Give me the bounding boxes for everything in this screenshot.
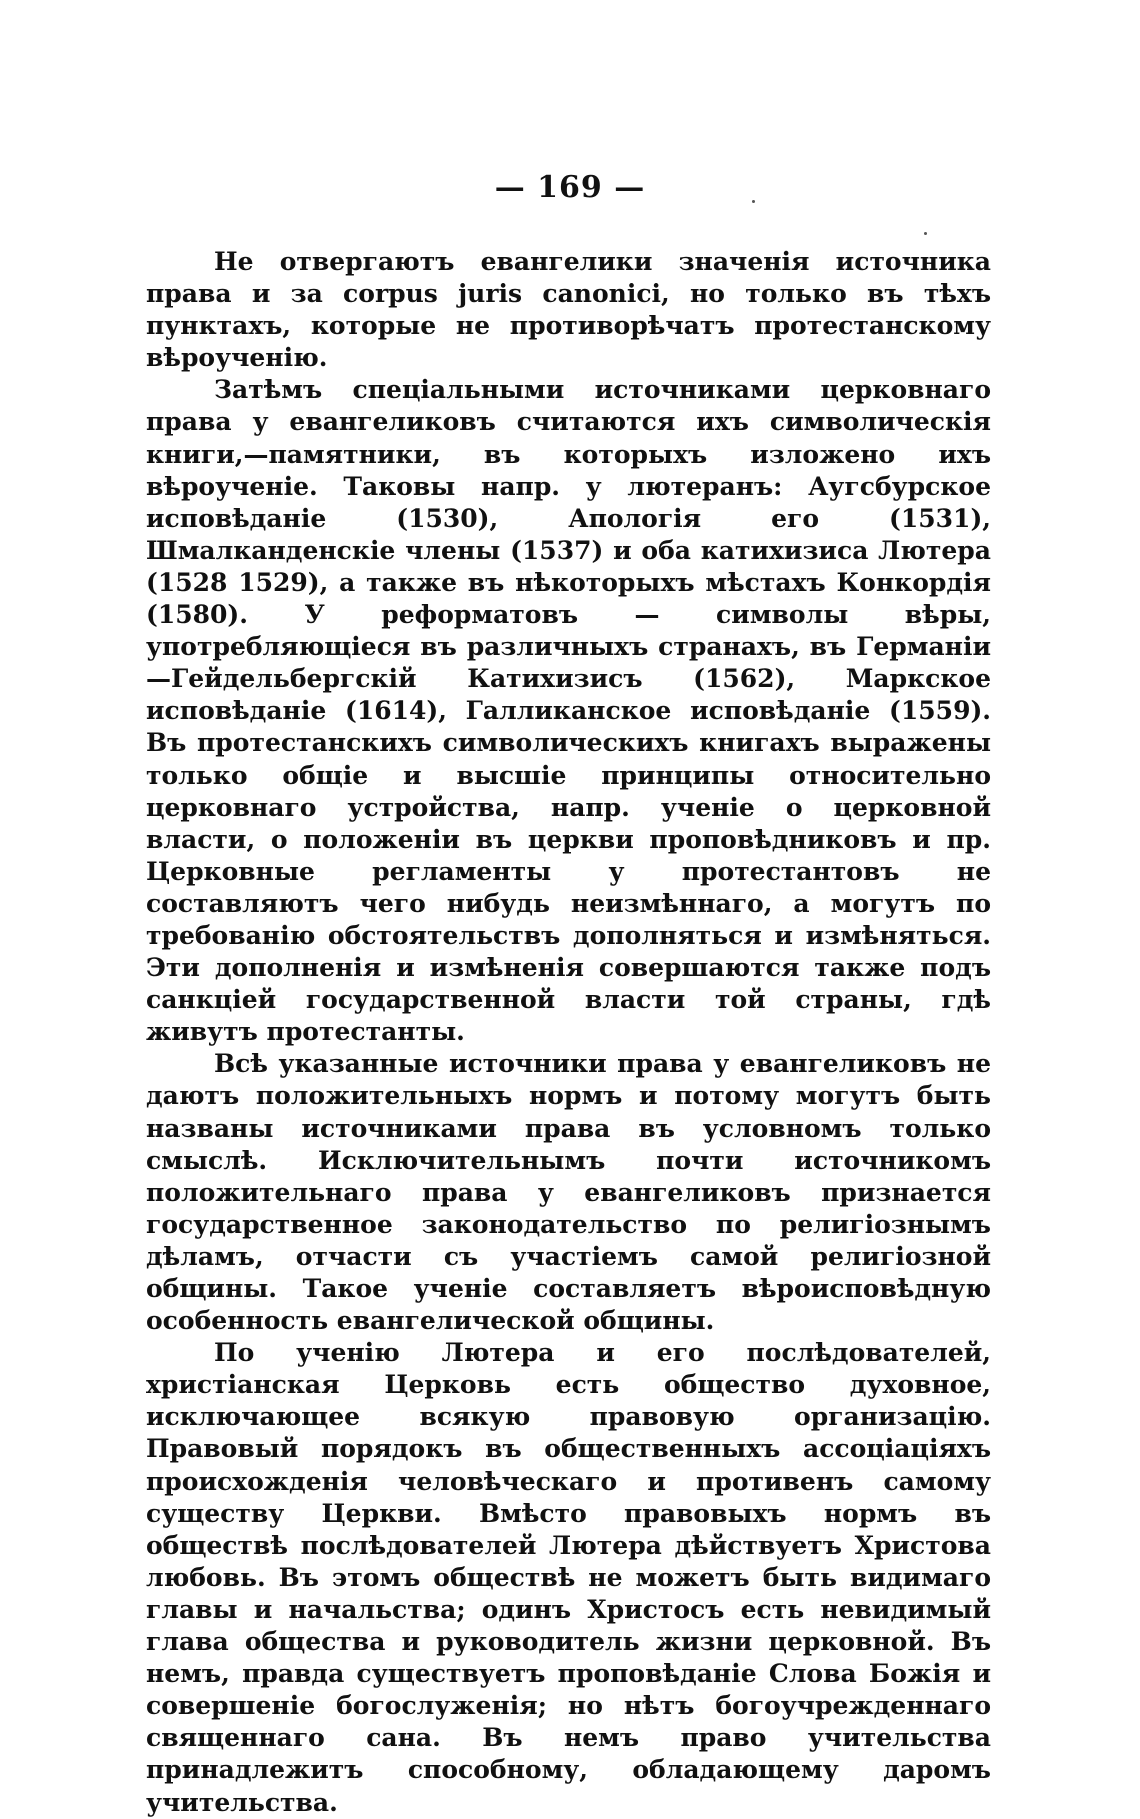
paragraph: Не отвергаютъ евангелики значенія источника права и за corpus juris canonici, но только въ тѣхъ пунктахъ, которые не противорѣчатъ протестанскому вѣроученію.	[146, 247, 991, 373]
body-text	[146, 246, 991, 1819]
print-speck	[924, 232, 927, 235]
page-number: — 169 —	[494, 170, 646, 205]
print-speck	[752, 200, 755, 203]
paragraph: Всѣ указанные источники права у евангеликовъ не даютъ положительныхъ нормъ и потому могутъ быть названы источниками права въ условномъ только смыслѣ. Исключительнымъ почти источникомъ положительнаго права у евангеликовъ признается государственное законодательство по религіознымъ дѣламъ, отчасти съ участіемъ самой религіозной общины. Такое ученіе составляетъ вѣроисповѣдную особенность евангелической общины.	[146, 1049, 991, 1336]
paragraph: Затѣмъ спеціальными источниками церковнаго права у евангеликовъ считаются ихъ символическія книги,—памятники, въ которыхъ изложено ихъ вѣроученіе. Таковы напр. у лютеранъ: Аугсбурское исповѣданіе (1530), Апологія его (1531), Шмалканденскіе члены (1537) и оба катихизиса Лютера (1528 1529), а также въ нѣкоторыхъ мѣстахъ Конкордія (1580). У реформатовъ — символы вѣры, употребляющіеся въ различныхъ странахъ, въ Германіи—Гейдельбергскій Катихизисъ (1562), Маркское исповѣданіе (1614), Галликанское исповѣданіе (1559). Въ протестанскихъ символическихъ книгахъ выражены только общіе и высшіе принципы относительно церковнаго устройства, напр. ученіе о церковной власти, о положеніи въ церкви проповѣдниковъ и пр. Церковные регламенты у протестантовъ не составляютъ чего нибудь неизмѣннаго, а могутъ по требованію обстоятельствъ дополняться и измѣняться. Эти дополненія и измѣненія совершаются также подъ санкціей государственной власти той страны, гдѣ живутъ протестанты.	[146, 375, 991, 1047]
paragraph: По ученію Лютера и его послѣдователей, христіанская Церковь есть общество духовное, исключающее всякую правовую организацію. Правовый порядокъ въ общественныхъ ассоціаціяхъ происхожденія человѣческаго и противенъ самому существу Церкви. Вмѣсто правовыхъ нормъ въ обществѣ послѣдователей Лютера дѣйствуетъ Христова любовь. Въ этомъ обществѣ не можетъ быть видимаго главы и начальства; одинъ Христосъ есть невидимый глава общества и руководитель жизни церковной. Въ немъ, правда существуетъ проповѣданіе Слова Божія и совершеніе богослуженія; но нѣтъ богоучрежденнаго священнаго сана. Въ немъ право учительства принадлежитъ способному, обладающему даромъ учительства.	[146, 1338, 991, 1817]
